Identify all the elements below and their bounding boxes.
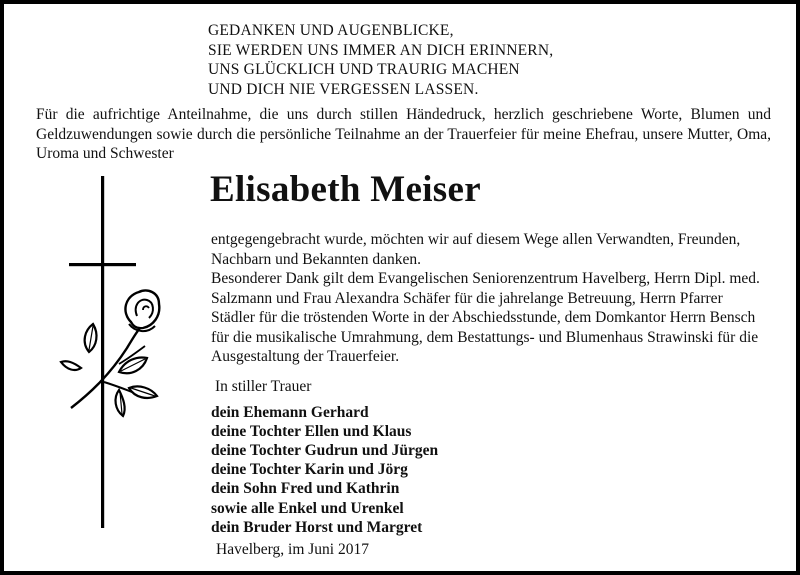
signature-label: In stiller Trauer — [215, 378, 312, 395]
memorial-poem — [208, 21, 553, 99]
signature-block — [211, 377, 438, 537]
mourner-entry: sowie alle Enkel und Urenkel — [211, 499, 404, 517]
deceased-name: Elisabeth Meiser — [210, 169, 481, 210]
mourner-entry: dein Bruder Horst und Margret — [211, 518, 423, 536]
poem-line: UNS GLÜCKLICH UND TRAURIG MACHEN — [208, 61, 520, 78]
cross-with-rose-icon — [59, 176, 169, 528]
thanks-intro: Für die aufrichtige Anteilnahme, die uns durch stillen Händedruck, herzlich geschriebene Worte, Blumen und Geldzuwendungen sowie durch die persönliche Teilnahme an der Trauerfeier für meine Ehefrau, unsere Mutter, Oma, Uroma und Schwester — [36, 106, 771, 162]
mourner-entry: deine Tochter Karin und Jörg — [211, 461, 408, 479]
mourners-list — [211, 403, 438, 537]
thanks-paragraph: entgegengebracht wurde, möchten wir auf diesem Wege allen Verwandten, Freunden, Nachbarn und Bekannten danken. — [211, 231, 741, 268]
poem-line: UND DICH NIE VERGESSEN LASSEN. — [208, 80, 479, 98]
cross-vertical-beam — [101, 176, 104, 528]
cross-horizontal-beam — [69, 263, 136, 266]
place-date: Havelberg, im Juni 2017 — [216, 541, 369, 558]
mourner-entry: dein Sohn Fred und Kathrin — [211, 480, 400, 498]
mourner-entry: dein Ehemann Gerhard — [211, 403, 369, 421]
poem-line: SIE WERDEN UNS IMMER AN DICH ERINNERN, — [208, 41, 554, 59]
mourner-entry: deine Tochter Gudrun und Jürgen — [211, 441, 439, 459]
poem-line: GEDANKEN UND AUGENBLICKE, — [208, 22, 454, 39]
mourner-entry: deine Tochter Ellen und Klaus — [211, 422, 412, 440]
special-thanks-paragraph: Besonderer Dank gilt dem Evangelischen Seniorenzentrum Havelberg, Herrn Dipl. med. Salzmann und Frau Alexandra Schäfer für die jahrelange Betreuung, Herrn Pfarrer Städler für die tröstenden Worte in der Abschiedsstunde, dem Domkantor Herrn Bensch für die musikalische Umrahmung, dem Bestattungs- und Blumenhaus Strawinski für die Ausgestaltung der Trauerfeier. — [211, 270, 760, 365]
